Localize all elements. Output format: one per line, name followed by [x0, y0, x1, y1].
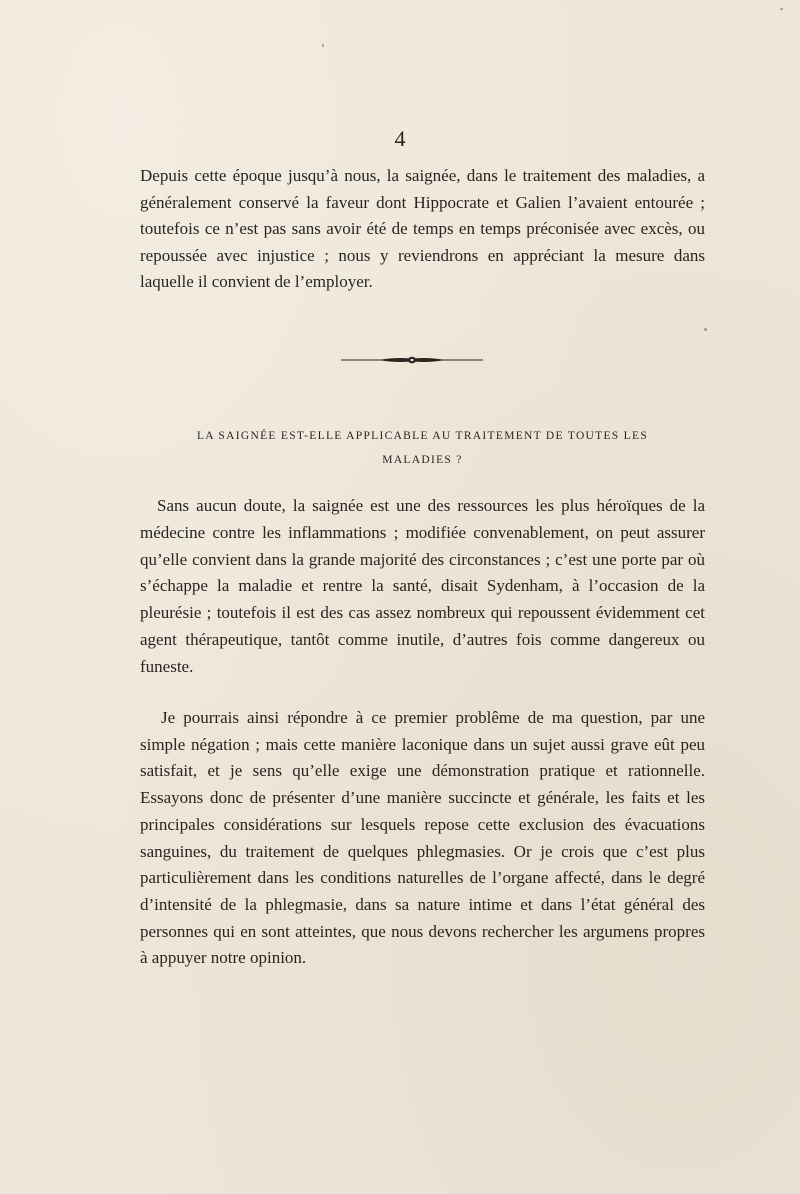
page-number: 4 — [394, 126, 406, 151]
paper-speck — [780, 8, 783, 10]
paragraph-argument-exclusion: Je pourrais ainsi répondre à ce premier problême de ma question, par une simple négation ; mais cette manière laconique dans un sujet aussi grave eût peu satisfait, et je sens qu’elle exige une démonstration pratique et rationnelle. Essayons donc de présenter d’une manière succincte et générale, les faits et les principales considérations sur lesquels repose cette exclusion des évacuations sanguines, du traitement de quelques phlegmasies. Or je crois que c’est plus particulièrement dans les conditions naturelles de l’organe affecté, dans le degré d’intensité de la phlegmasie, dans sa nature intime et dans l’état général des personnes qui en sont atteintes, que nous devons rechercher les argumens propres à appuyer notre opinion. — [140, 708, 705, 968]
ornamental-divider-icon — [339, 352, 485, 368]
paragraph-saignee-history: Depuis cette époque jusqu’à nous, la saignée, dans le traitement des maladies, a généralement conservé la faveur dont Hippocrate et Galien l’avaient entourée ; toutefois ce n’est pas sans avoir été de temps en temps préconisée avec excès, ou repoussée avec injustice ; nous y reviendrons en appréciant la mesure dans laquelle il convient de l’employer. — [140, 166, 705, 291]
section-heading-line-2: MALADIES ? — [382, 454, 463, 466]
section-heading — [140, 426, 705, 470]
paper-speck — [704, 328, 707, 331]
paragraph-saignee-applicability: Sans aucun doute, la saignée est une des ressources les plus héroïques de la médecine contre les inflammations ; modifiée convenablement, on peut assurer qu’elle convient dans la grande majorité des circonstances ; c’est une porte par où s’échappe la maladie et rentre la santé, disait Sydenham, à l’occasion de la pleurésie ; toutefois il est des cas assez nombreux qui repoussent évidemment cet agent thérapeutique, tantôt comme inutile, d’autres fois comme dangereux ou funeste. — [140, 496, 705, 676]
section-heading-line-1: LA SAIGNÉE EST-ELLE APPLICABLE AU TRAITEMENT DE TOUTES LES — [196, 430, 649, 442]
paper-speck — [322, 44, 324, 47]
